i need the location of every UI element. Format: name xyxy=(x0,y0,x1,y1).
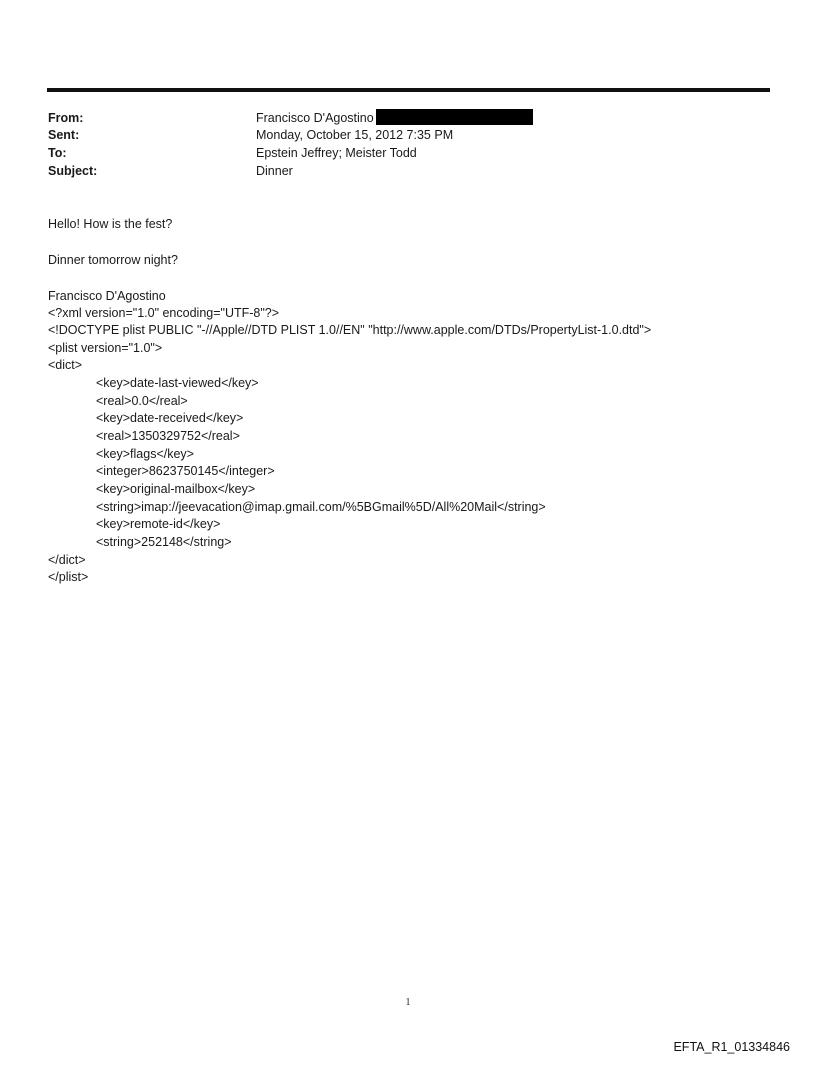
plist-entry: <string>252148</string> xyxy=(96,535,232,549)
question-line: Dinner tomorrow night? xyxy=(48,253,178,267)
plist-entry: <real>1350329752</real> xyxy=(96,429,240,443)
plist-entry: <integer>8623750145</integer> xyxy=(96,464,275,478)
doctype-line: <!DOCTYPE plist PUBLIC "-//Apple//DTD PLIST 1.0//EN" "http://www.apple.com/DTDs/PropertyList-1.0.dtd"> xyxy=(48,323,652,337)
plist-entry: <key>date-last-viewed</key> xyxy=(96,376,259,390)
signature-line: Francisco D'Agostino xyxy=(48,289,166,303)
dict-open-tag: <dict> xyxy=(48,358,83,372)
document-id: EFTA_R1_01334846 xyxy=(673,1040,790,1054)
sent-label: Sent: xyxy=(48,128,80,142)
from-label: From: xyxy=(48,111,84,125)
redaction-block xyxy=(376,109,533,125)
plist-entry: <key>remote-id</key> xyxy=(96,517,221,531)
to-value: Epstein Jeffrey; Meister Todd xyxy=(256,146,417,160)
plist-entry: <key>date-received</key> xyxy=(96,411,244,425)
plist-close-tag: </plist> xyxy=(48,570,89,584)
plist-entry: <string>imap://jeevacation@imap.gmail.com/%5BGmail%5D/All%20Mail</string> xyxy=(96,500,546,514)
from-value-wrap xyxy=(256,109,533,127)
plist-open-tag: <plist version="1.0"> xyxy=(48,341,163,355)
subject-label: Subject: xyxy=(48,164,98,178)
xml-declaration: <?xml version="1.0" encoding="UTF-8"?> xyxy=(48,306,280,320)
header-divider xyxy=(47,88,770,92)
greeting-line: Hello! How is the fest? xyxy=(48,217,173,231)
plist-entry: <real>0.0</real> xyxy=(96,394,188,408)
to-label: To: xyxy=(48,146,67,160)
page-number: 1 xyxy=(405,997,411,1008)
dict-close-tag: </dict> xyxy=(48,553,86,567)
from-value: Francisco D'Agostino xyxy=(256,111,374,125)
sent-value: Monday, October 15, 2012 7:35 PM xyxy=(256,128,454,142)
plist-entry: <key>flags</key> xyxy=(96,447,194,461)
subject-value: Dinner xyxy=(256,164,293,178)
plist-entry: <key>original-mailbox</key> xyxy=(96,482,256,496)
